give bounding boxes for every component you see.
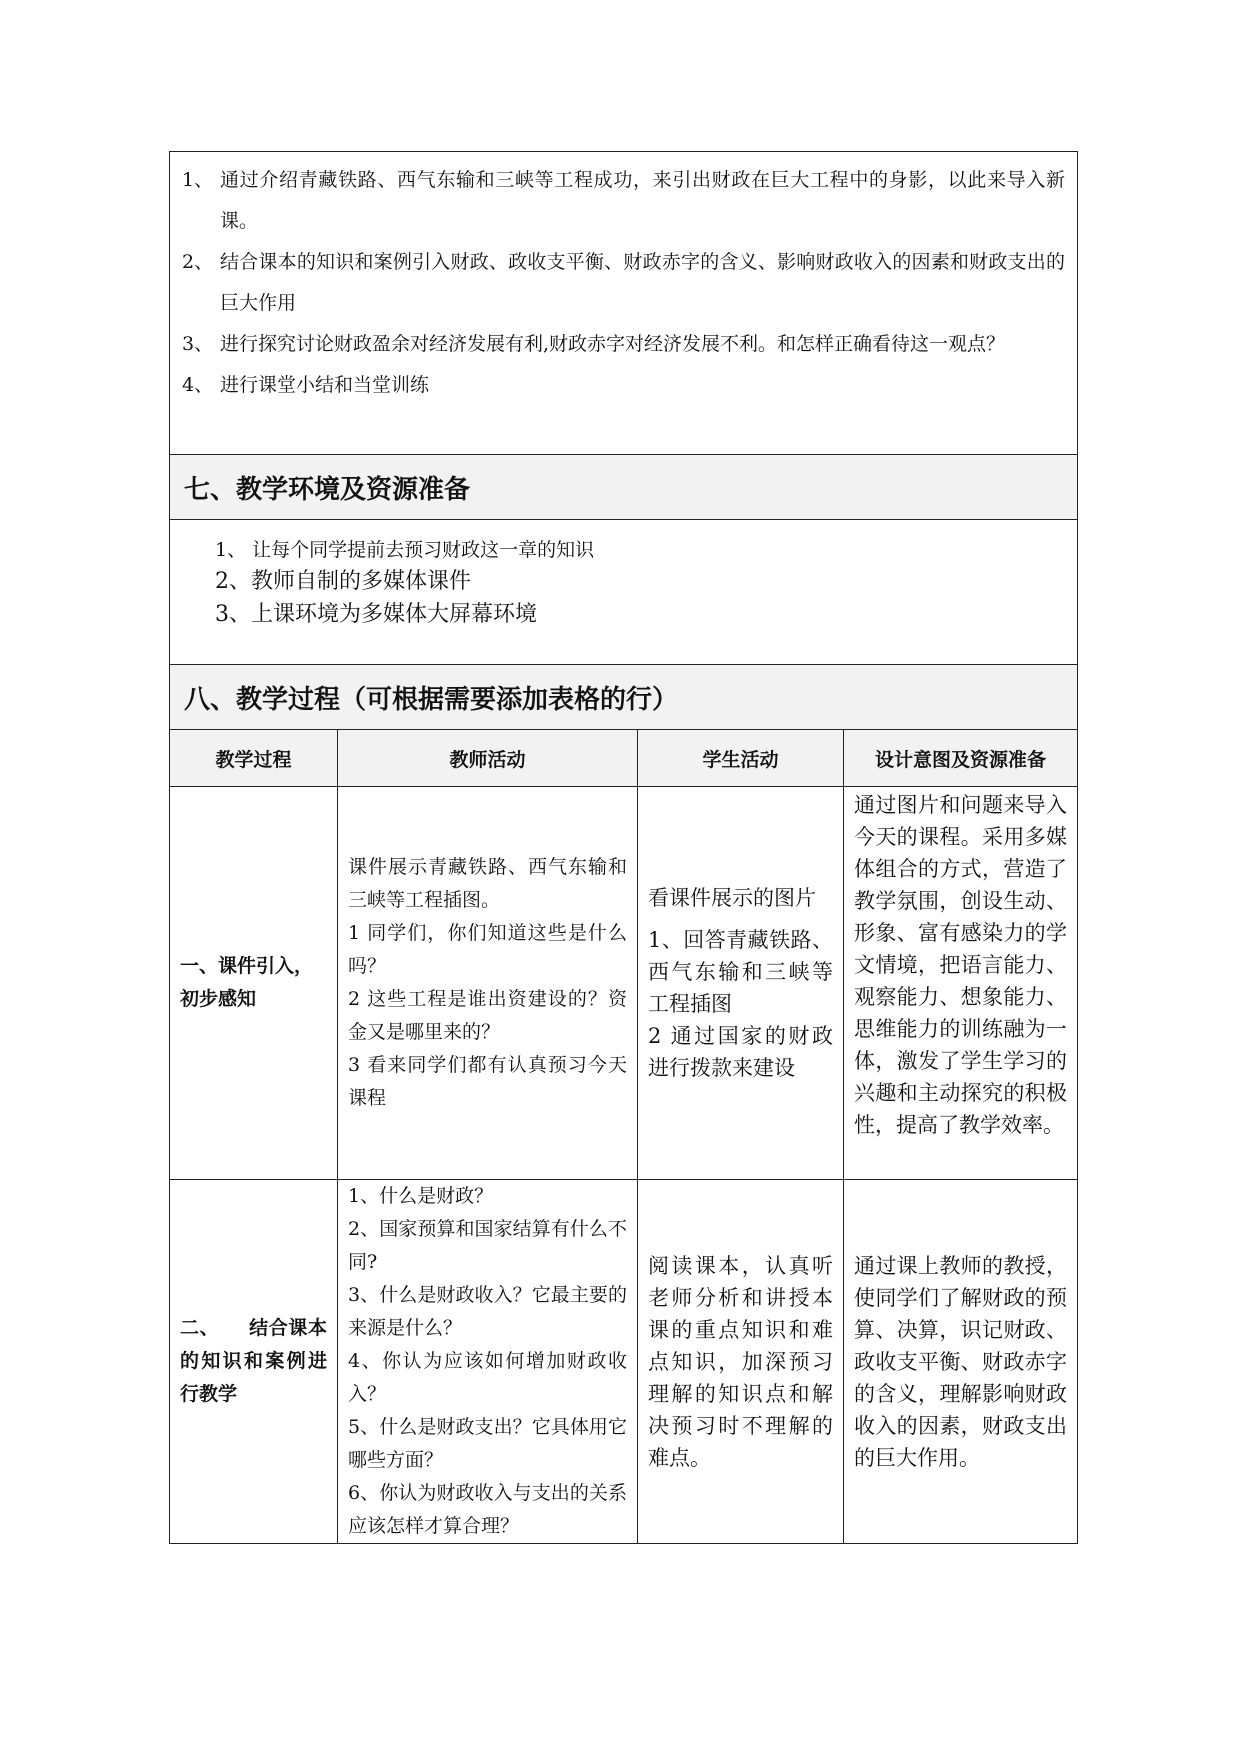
table-row <box>170 1180 1078 1544</box>
design-intent-cell: 通过图片和问题来导入今天的课程。采用多媒体组合的方式，营造了教学氛围，创设生动、形象、富有感染力的学文情境，把语言能力、观察能力、想象能力、思维能力的训练融为一体，激发了学生学习的兴趣和主动探究的积极性，提高了教学效率。 <box>844 787 1078 1180</box>
stage-cell: 一、课件引入，初步感知 <box>170 787 338 1180</box>
step-item: 4、 进行课堂小结和当堂训练 <box>182 374 430 396</box>
step-item: 2、 结合课本的知识和案例引入财政、政收支平衡、财政赤字的含义、影响财政收入的因素和财政支出的巨大作用 <box>182 251 1066 314</box>
teacher-activity-cell: 1、什么是财政？ 2、国家预算和国家结算有什么不同? 3、什么是财政收入？它最主要的来源是什么？ 4、你认为应该如何增加财政收入？ 5、什么是财政支出？它具体用它哪些方面？ 6、你认为财政收入与支出的关系应该怎样才算合理？ <box>338 1180 638 1544</box>
teaching-steps-cell <box>170 152 1078 455</box>
step-item: 3、 进行探究讨论财政盈余对经济发展有利,财政赤字对经济发展不利。和怎样正确看待这一观点？ <box>182 333 1006 355</box>
column-header-intent: 设计意图及资源准备 <box>844 730 1078 787</box>
design-intent-cell: 通过课上教师的教授，使同学们了解财政的预算、决算，识记财政、政收支平衡、财政赤字的含义，理解影响财政收入的因素，财政支出的巨大作用。 <box>844 1180 1078 1544</box>
teacher-activity-cell: 课件展示青藏铁路、西气东输和三峡等工程插图。 1 同学们，你们知道这些是什么吗？ 2 这些工程是谁出资建设的？资金又是哪里来的？ 3 看来同学们都有认真预习今天课程 <box>338 787 638 1180</box>
resource-item: 2、教师自制的多媒体课件 <box>215 569 471 594</box>
table-row <box>170 787 1078 1180</box>
section-7-title: 七、教学环境及资源准备 <box>170 455 1078 520</box>
column-header-stage: 教学过程 <box>170 730 338 787</box>
column-header-teacher: 教师活动 <box>338 730 638 787</box>
resources-cell <box>170 520 1078 665</box>
section-8-title: 八、教学过程（可根据需要添加表格的行） <box>170 665 1078 730</box>
lesson-plan-table <box>169 151 1078 1544</box>
step-item: 1、 通过介绍青藏铁路、西气东输和三峡等工程成功，来引出财政在巨大工程中的身影，以此来导入新课。 <box>182 169 1066 232</box>
stage-cell: 二、 结合课本的知识和案例进行教学 <box>170 1180 338 1544</box>
student-activity-cell: 看课件展示的图片 1、回答青藏铁路、西气东输和三峡等工程插图 2 通过国家的财政进行拨款来建设 <box>638 787 844 1180</box>
resource-item: 1、 让每个同学提前去预习财政这一章的知识 <box>215 539 595 561</box>
column-header-student: 学生活动 <box>638 730 844 787</box>
student-activity-cell: 阅读课本，认真听老师分析和讲授本课的重点知识和难点知识，加深预习理解的知识点和解决预习时不理解的难点。 <box>638 1180 844 1544</box>
resource-item: 3、上课环境为多媒体大屏幕环境 <box>215 602 537 627</box>
